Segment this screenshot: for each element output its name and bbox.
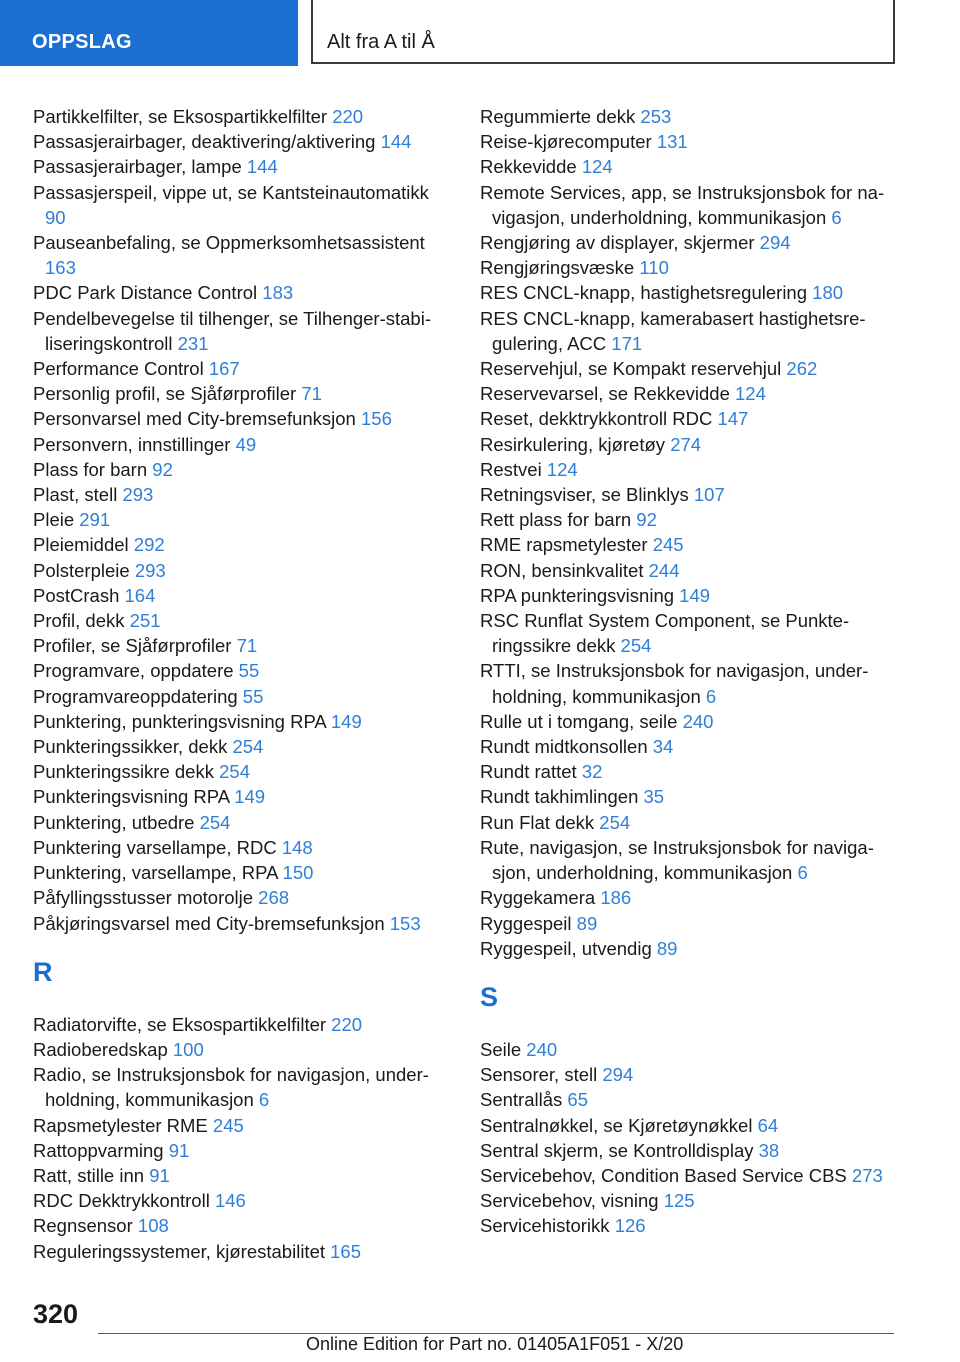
index-entry xyxy=(480,457,900,482)
index-entry-text: Sentralnøkkel, se Kjøretøynøkkel xyxy=(480,1114,753,1136)
index-entry xyxy=(33,684,453,709)
index-entry xyxy=(33,280,453,305)
index-entry-text: Reset, dekktrykkontroll RDC xyxy=(480,408,713,430)
page-reference-link[interactable]: 274 xyxy=(670,433,702,455)
page-reference-link[interactable]: 6 xyxy=(831,206,842,228)
index-entry xyxy=(33,1062,453,1112)
page-reference-link[interactable]: 55 xyxy=(238,660,260,682)
index-entry-text: Passasjerspeil, vippe ut, se Kantsteinautomatikk xyxy=(33,181,429,203)
index-entry-text: Reservevarsel, se Rekkevidde xyxy=(480,383,730,405)
index-entry-text: Restvei xyxy=(480,458,542,480)
index-entry-text: Pleie xyxy=(33,509,75,531)
page-reference-link[interactable]: 251 xyxy=(129,610,161,632)
page-reference-link[interactable]: 38 xyxy=(758,1139,780,1161)
index-entry-text: Programvare, oppdatere xyxy=(33,660,234,682)
page-reference-link[interactable]: 165 xyxy=(330,1240,362,1262)
index-entry xyxy=(33,558,453,583)
page-reference-link[interactable]: 91 xyxy=(149,1164,170,1186)
index-entry xyxy=(33,784,453,809)
page-reference-link[interactable]: 294 xyxy=(602,1064,634,1086)
index-entry-text: Run Flat dekk xyxy=(480,811,595,833)
index-entry-text: Ryggespeil, utvendig xyxy=(480,937,652,959)
page-reference-link[interactable]: 183 xyxy=(262,282,294,304)
index-entry xyxy=(33,608,453,633)
page-reference-link[interactable]: 110 xyxy=(639,257,669,279)
index-column-right xyxy=(480,104,900,1239)
page-reference-link[interactable]: 92 xyxy=(152,458,173,480)
index-entry xyxy=(33,457,453,482)
index-entry-text: PDC Park Distance Control xyxy=(33,282,258,304)
page-reference-link[interactable]: 153 xyxy=(389,912,421,934)
index-entry xyxy=(33,154,453,179)
page-reference-link[interactable]: 90 xyxy=(45,206,66,228)
page-reference-link[interactable]: 144 xyxy=(246,156,278,178)
index-entry xyxy=(480,936,900,961)
page-reference-link[interactable]: 55 xyxy=(242,685,264,707)
index-entry-text: Partikkelfilter, se Eksospartikkelfilter xyxy=(33,106,328,127)
page-reference-link[interactable]: 65 xyxy=(567,1089,588,1111)
page-reference-link[interactable]: 149 xyxy=(234,786,266,808)
index-entry xyxy=(480,532,900,557)
index-entry xyxy=(480,356,900,381)
page-reference-link[interactable]: 148 xyxy=(281,836,313,858)
page-reference-link[interactable]: 100 xyxy=(172,1038,204,1060)
index-entry xyxy=(33,1012,453,1037)
page-reference-link[interactable]: 108 xyxy=(137,1215,169,1237)
index-entry xyxy=(480,784,900,809)
index-entry-text: Rengjøringsvæske xyxy=(480,257,635,279)
chapter-title: Alt fra A til Å xyxy=(311,0,895,64)
index-entry xyxy=(480,255,900,280)
index-entry xyxy=(480,709,900,734)
page-reference-link[interactable]: 6 xyxy=(705,685,717,707)
index-letter-heading: S xyxy=(480,981,499,1012)
page-reference-link[interactable]: 163 xyxy=(45,257,76,279)
index-entry-text: RME rapsmetylester xyxy=(480,534,648,556)
index-entry-text: Rundt takhimlingen xyxy=(480,786,639,808)
page-reference-link[interactable]: 254 xyxy=(232,736,264,758)
index-entry-text: RON, bensinkvalitet xyxy=(480,559,644,581)
index-entry-text: Servicebehov, visning xyxy=(480,1190,659,1212)
page-reference-link[interactable]: 167 xyxy=(208,358,240,380)
page-reference-link[interactable]: 220 xyxy=(332,106,364,127)
index-entry xyxy=(480,154,900,179)
page-reference-link[interactable]: 294 xyxy=(759,232,791,254)
index-entry-text: Servicebehov, Condition Based Service CBS xyxy=(480,1164,847,1186)
page-reference-link[interactable]: 291 xyxy=(79,509,111,531)
index-entry xyxy=(480,306,900,356)
index-entry-text: Plast, stell xyxy=(33,484,118,506)
page-reference-link[interactable]: 186 xyxy=(600,887,632,909)
page-reference-link[interactable]: 92 xyxy=(636,509,657,531)
index-entry-text: Personvarsel med City-bremsefunksjon xyxy=(33,408,356,430)
page-reference-link[interactable]: 49 xyxy=(235,433,257,455)
index-entry-text: Programvareoppdatering xyxy=(33,685,238,707)
index-entry-text: Rute, navigasjon, se Instruksjonsbok for navigasjon, underholdning, kommunikasjon xyxy=(480,836,874,884)
page-number: 320 xyxy=(33,1299,79,1329)
index-entry xyxy=(480,180,900,230)
page-reference-link[interactable]: 268 xyxy=(258,887,290,909)
page-reference-link[interactable]: 126 xyxy=(614,1215,646,1237)
index-entry xyxy=(33,356,453,381)
index-entry-text: Påkjøringsvarsel med City-bremsefunksjon xyxy=(33,912,385,934)
index-entry-text: Profil, dekk xyxy=(33,610,125,632)
index-column-left xyxy=(33,104,453,1264)
index-entry-text: RPA punkteringsvisning xyxy=(480,584,675,606)
index-entry-text: Reise-kjørecomputer xyxy=(480,131,652,153)
index-entry xyxy=(33,406,453,431)
index-entry-text: RES CNCL-knapp, kamerabasert hastighetsregulering, ACC xyxy=(480,307,866,354)
page-reference-link[interactable]: 240 xyxy=(526,1038,558,1060)
index-entry xyxy=(480,1213,900,1238)
page-reference-link[interactable]: 147 xyxy=(717,408,749,430)
page-reference-link[interactable]: 71 xyxy=(236,635,258,657)
page-reference-link[interactable]: 245 xyxy=(212,1114,244,1136)
page-reference-link[interactable]: 131 xyxy=(656,131,688,153)
index-entry xyxy=(480,1188,900,1213)
index-entry xyxy=(480,129,900,154)
page-reference-link[interactable]: 273 xyxy=(851,1164,883,1186)
page-reference-link[interactable]: 240 xyxy=(682,710,714,732)
index-entry xyxy=(33,432,453,457)
index-entry-text: Pendelbevegelse til tilhenger, se Tilhenger-stabiliseringskontroll xyxy=(33,307,432,354)
index-entry xyxy=(480,432,900,457)
index-entry xyxy=(33,381,453,406)
index-entry xyxy=(33,104,453,129)
index-entry xyxy=(33,1239,453,1264)
index-entry-text: Regummierte dekk xyxy=(480,106,636,127)
index-entry xyxy=(480,381,900,406)
section-tab: OPPSLAG xyxy=(0,0,298,66)
index-entry xyxy=(33,583,453,608)
index-entry-text: Sensorer, stell xyxy=(480,1064,598,1086)
index-entry-text: PostCrash xyxy=(33,584,120,606)
index-entry xyxy=(33,1037,453,1062)
index-entry-text: Seile xyxy=(480,1038,522,1060)
index-entry-text: Reguleringssystemer, kjørestabilitet xyxy=(33,1240,325,1262)
page-reference-link[interactable]: 89 xyxy=(656,937,678,959)
index-entry xyxy=(33,129,453,154)
index-entry xyxy=(33,230,453,280)
page-reference-link[interactable]: 107 xyxy=(693,484,725,506)
page-reference-link[interactable]: 89 xyxy=(576,912,598,934)
index-entry-text: Rulle ut i tomgang, seile xyxy=(480,710,678,732)
page-reference-link[interactable]: 144 xyxy=(380,131,412,153)
index-entry xyxy=(480,658,900,708)
index-entry xyxy=(33,180,453,230)
page-reference-link[interactable]: 180 xyxy=(812,282,844,304)
index-entry-text: Rengjøring av displayer, skjermer xyxy=(480,232,755,254)
page-reference-link[interactable]: 35 xyxy=(643,786,665,808)
index-entry-text: Personlig profil, se Sjåførprofiler xyxy=(33,383,297,405)
page-reference-link[interactable]: 146 xyxy=(214,1190,246,1212)
index-entry-text: Rekkevidde xyxy=(480,156,577,178)
index-entry-text: Punkteringssikker, dekk xyxy=(33,736,228,758)
index-entry xyxy=(480,507,900,532)
page-reference-link[interactable]: 91 xyxy=(168,1139,190,1161)
page-reference-link[interactable]: 6 xyxy=(797,862,808,884)
page-reference-link[interactable]: 244 xyxy=(648,559,680,581)
index-entry xyxy=(480,885,900,910)
page-reference-link[interactable]: 293 xyxy=(122,484,154,506)
index-entry xyxy=(480,1138,900,1163)
index-letter-heading: R xyxy=(33,956,53,987)
page-reference-link[interactable]: 245 xyxy=(652,534,684,556)
index-entry xyxy=(480,280,900,305)
index-entry xyxy=(480,911,900,936)
page-reference-link[interactable]: 292 xyxy=(133,534,165,556)
index-entry-text: Plass for barn xyxy=(33,458,148,480)
index-entry xyxy=(33,885,453,910)
page-reference-link[interactable]: 253 xyxy=(640,106,672,127)
index-entry-text: Rundt rattet xyxy=(480,761,577,783)
index-entry-text: Radioberedskap xyxy=(33,1038,168,1060)
page-reference-link[interactable]: 149 xyxy=(330,710,362,732)
index-entry xyxy=(480,558,900,583)
index-entry-text: Passasjerairbager, lampe xyxy=(33,156,242,178)
index-entry xyxy=(33,709,453,734)
page-reference-link[interactable]: 125 xyxy=(663,1190,695,1212)
index-entry-text: Rett plass for barn xyxy=(480,509,632,531)
page-reference-link[interactable]: 34 xyxy=(652,736,674,758)
index-entry-text: Rapsmetylester RME xyxy=(33,1114,208,1136)
index-entry-text: Pauseanbefaling, se Oppmerksomhetsassistent xyxy=(33,232,425,254)
index-entry-text: Ryggespeil xyxy=(480,912,572,934)
index-entry xyxy=(33,1213,453,1238)
index-entry xyxy=(480,104,900,129)
index-entry-text: Sentral skjerm, se Kontrolldisplay xyxy=(480,1139,754,1161)
index-entry xyxy=(33,532,453,557)
index-entry-text: Reservehjul, se Kompakt reservehjul xyxy=(480,358,782,380)
page-reference-link[interactable]: 124 xyxy=(581,156,613,178)
index-entry xyxy=(480,835,900,885)
index-entry-text: Regnsensor xyxy=(33,1215,133,1237)
index-entry-text: Servicehistorikk xyxy=(480,1215,610,1237)
index-entry xyxy=(480,1062,900,1087)
index-entry xyxy=(33,759,453,784)
index-entry-text: Punkteringsvisning RPA xyxy=(33,786,230,808)
index-entry xyxy=(33,835,453,860)
index-entry-text: RTTI, se Instruksjonsbok for navigasjon, underholdning, kommunikasjon xyxy=(480,660,869,707)
page-reference-link[interactable]: 164 xyxy=(124,584,156,606)
index-entry xyxy=(33,306,453,356)
index-entry-text: Profiler, se Sjåførprofiler xyxy=(33,635,232,657)
index-entry-text: Punktering, utbedre xyxy=(33,811,195,833)
index-entry xyxy=(33,633,453,658)
index-entry xyxy=(33,1188,453,1213)
index-entry xyxy=(480,583,900,608)
index-entry xyxy=(33,658,453,683)
page-reference-link[interactable]: 71 xyxy=(301,383,322,405)
index-entry xyxy=(480,734,900,759)
index-entry-text: RDC Dekktrykkontroll xyxy=(33,1190,210,1212)
index-entry-text: RES CNCL-knapp, hastighetsregulering xyxy=(480,282,808,304)
index-entry xyxy=(480,810,900,835)
index-entry xyxy=(480,1037,900,1062)
footer-edition: Online Edition for Part no. 01405A1F051 - X/20 xyxy=(306,1334,684,1354)
index-entry xyxy=(33,810,453,835)
page-reference-link[interactable]: 6 xyxy=(258,1089,270,1111)
index-entry xyxy=(33,860,453,885)
index-entry-text: RSC Runflat System Component, se Punkteringssikre dekk xyxy=(480,610,850,657)
index-entry-text: Punktering, punkteringsvisning RPA xyxy=(33,710,326,732)
index-entry-text: Rundt midtkonsollen xyxy=(480,736,648,758)
index-entry-text: Ryggekamera xyxy=(480,887,596,909)
index-entry-text: Radio, se Instruksjonsbok for navigasjon, underholdning, kommunikasjon xyxy=(33,1064,429,1111)
index-entry-text: Polsterpleie xyxy=(33,559,130,581)
index-entry-text: Sentrallås xyxy=(480,1089,563,1111)
page-reference-link[interactable]: 220 xyxy=(331,1013,363,1035)
index-entry xyxy=(33,911,453,936)
page-reference-link[interactable]: 231 xyxy=(177,332,209,354)
page-reference-link[interactable]: 254 xyxy=(599,811,631,833)
index-entry xyxy=(480,230,900,255)
index-entry xyxy=(480,608,900,658)
page-reference-link[interactable]: 262 xyxy=(786,358,818,380)
index-entry-text: Punktering varsellampe, RDC xyxy=(33,836,277,858)
index-entry-text: Pleiemiddel xyxy=(33,534,129,556)
index-entry-text: Remote Services, app, se Instruksjonsbok for navigasjon, underholdning, kommunikasjon xyxy=(480,181,885,228)
page-reference-link[interactable]: 149 xyxy=(679,584,711,606)
page-reference-link[interactable]: 32 xyxy=(581,761,603,783)
page-reference-link[interactable]: 124 xyxy=(546,458,578,480)
page-header xyxy=(0,0,960,66)
index-entry-text: Punktering, varsellampe, RPA xyxy=(33,862,278,884)
index-entry xyxy=(480,406,900,431)
index-entry xyxy=(33,1163,453,1188)
page-reference-link[interactable]: 124 xyxy=(735,383,766,405)
index-entry xyxy=(33,734,453,759)
index-entry-text: Resirkulering, kjøretøy xyxy=(480,433,666,455)
page-reference-link[interactable]: 293 xyxy=(134,559,166,581)
page-reference-link[interactable]: 64 xyxy=(757,1114,779,1136)
page-reference-link[interactable]: 156 xyxy=(361,408,392,430)
index-entry xyxy=(33,482,453,507)
index-entry-text: Påfyllingsstusser motorolje xyxy=(33,887,254,909)
index-entry-text: Radiatorvifte, se Eksospartikkelfilter xyxy=(33,1013,327,1035)
index-entry-text: Ratt, stille inn xyxy=(33,1164,145,1186)
index-entry xyxy=(33,1138,453,1163)
index-entry xyxy=(33,1113,453,1138)
index-entry xyxy=(480,1163,900,1188)
index-entry-text: Passasjerairbager, deaktivering/aktivering xyxy=(33,131,376,153)
page-reference-link[interactable]: 150 xyxy=(282,862,314,884)
index-entry-text: Personvern, innstillinger xyxy=(33,433,231,455)
index-entry xyxy=(480,1087,900,1112)
page-reference-link[interactable]: 254 xyxy=(199,811,231,833)
page-reference-link[interactable]: 171 xyxy=(611,332,643,354)
page-reference-link[interactable]: 254 xyxy=(620,635,652,657)
page-reference-link[interactable]: 254 xyxy=(219,761,250,783)
index-entry-text: Performance Control xyxy=(33,358,204,380)
index-entry xyxy=(480,482,900,507)
index-entry-text: Punkteringssikre dekk xyxy=(33,761,214,783)
index-entry xyxy=(33,507,453,532)
index-entry-text: Rattoppvarming xyxy=(33,1139,164,1161)
index-entry xyxy=(480,759,900,784)
index-entry-text: Retningsviser, se Blinklys xyxy=(480,484,689,506)
index-entry xyxy=(480,1113,900,1138)
